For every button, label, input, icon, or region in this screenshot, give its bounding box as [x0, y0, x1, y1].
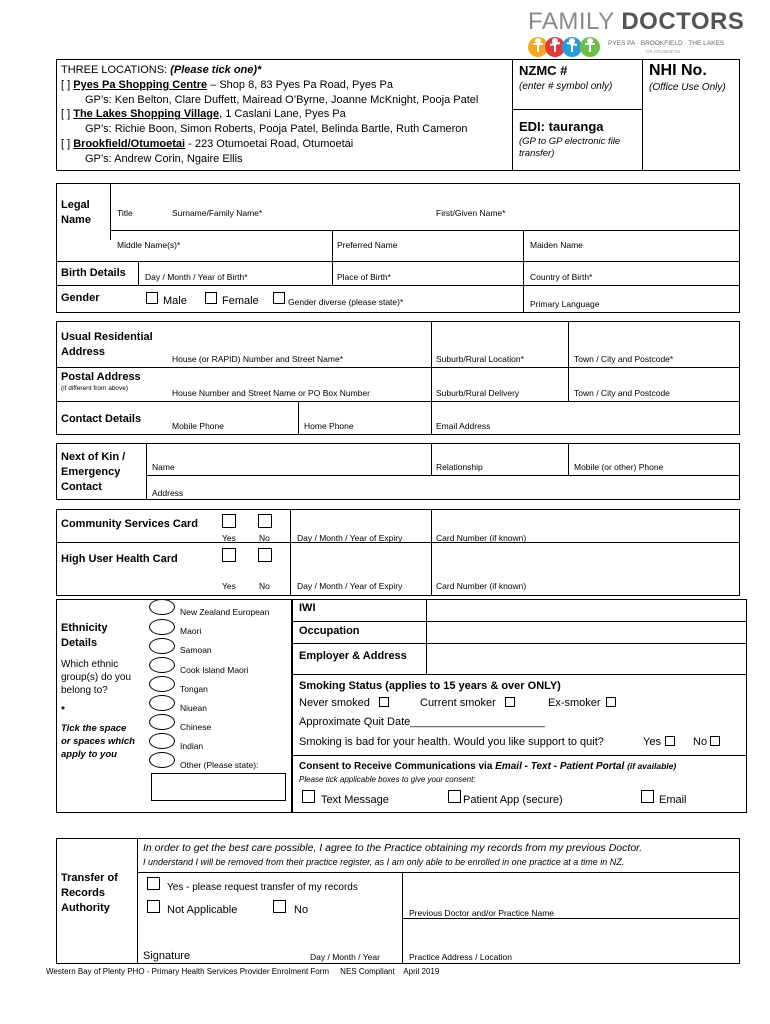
ex-smoker-label: Ex-smoker — [548, 697, 601, 709]
usual-address-label: Address — [61, 346, 106, 358]
contact-details-label: Contact Details — [61, 413, 142, 425]
quit-support-no-checkbox[interactable] — [710, 736, 720, 746]
ex-smoker-checkbox[interactable] — [606, 697, 616, 707]
nhi-title: NHI No. — [649, 62, 707, 79]
brand-name-bold: DOCTORS — [621, 8, 745, 35]
current-smoker-label: Current smoker — [420, 697, 496, 709]
ethnicity-instruction: or spaces which — [61, 736, 135, 747]
next-of-kin-label: Emergency — [61, 466, 121, 478]
ethnicity-option-tongan-radio[interactable] — [149, 676, 175, 692]
postal-house-field-label: House Number and Street Name or PO Box Number — [172, 388, 370, 398]
locations-heading: THREE LOCATIONS: (Please tick one)* — [61, 64, 262, 76]
ethnicity-option-label: Cook Island Maori — [180, 665, 249, 675]
transfer-title: Authority — [61, 902, 110, 914]
ethnicity-option-label: Indian — [180, 741, 204, 751]
ethnicity-star: * — [61, 705, 65, 716]
preferred-name-field-label: Preferred Name — [337, 240, 398, 250]
consent-note: Please tick applicable boxes to give your consent: — [299, 775, 476, 784]
location-option-the-lakes[interactable]: [ ] The Lakes Shopping Village, 1 Caslani Lane, Pyes Pa — [61, 108, 346, 120]
iwi-input[interactable] — [427, 601, 745, 620]
ethnicity-option-samoan-radio[interactable] — [149, 638, 175, 654]
location-option-pyes-pa[interactable]: [ ] Pyes Pa Shopping Centre – Shop 8, 83 Pyes Pa Road, Pyes Pa — [61, 79, 394, 91]
transfer-na-checkbox[interactable] — [147, 900, 160, 913]
ethnicity-question: group(s) do you — [61, 672, 132, 683]
title-field-label: Title — [117, 208, 133, 218]
csc-card-number-label: Card Number (if known) — [436, 533, 527, 543]
iwi-label: IWI — [299, 602, 316, 614]
form-footer: Western Bay of Plenty PHO - Primary Health Services Provider Enrolment Form NES Compliant April 2019 — [46, 967, 440, 976]
male-label: Male — [163, 295, 187, 307]
transfer-no-checkbox[interactable] — [273, 900, 286, 913]
brand-sub-tagline: OR OTUMOETAI — [646, 49, 681, 54]
ethnicity-option-other-radio[interactable] — [149, 752, 175, 768]
home-phone-field-label: Home Phone — [304, 421, 354, 431]
dob-field-label: Day / Month / Year of Birth* — [145, 272, 248, 282]
ethnicity-option-cook-island-radio[interactable] — [149, 657, 175, 673]
location-option-brookfield[interactable]: [ ] Brookfield/Otumoetai - 223 Otumoetai Road, Otumoetai — [61, 138, 354, 150]
consent-app-checkbox[interactable] — [448, 790, 461, 803]
gender-diverse-checkbox[interactable] — [273, 292, 285, 304]
consent-title: Consent to Receive Communications via Email - Text - Patient Portal (if available) — [299, 761, 677, 772]
transfer-yes-label: Yes - please request transfer of my records — [167, 882, 358, 893]
postal-suburb-field-label: Suburb/Rural Delivery — [436, 388, 520, 398]
brand-name-light: FAMILY — [528, 8, 615, 35]
ethnicity-option-label: Maori — [180, 626, 202, 636]
transfer-agreement-text: In order to get the best care possible, I agree to the Practice obtaining my records from my previous Doctor. — [143, 842, 643, 854]
ethnicity-option-label: Samoan — [180, 645, 212, 655]
location-gps: GP’s: Ken Belton, Clare Duffett, Mairead O’Byrne, Joanne McKnight, Pooja Patel — [85, 94, 479, 106]
transfer-yes-checkbox[interactable] — [147, 877, 160, 890]
address-section — [56, 321, 740, 435]
kin-address-field-label: Address — [152, 488, 184, 498]
huhc-card-number-label: Card Number (if known) — [436, 581, 527, 591]
kin-name-field-label: Name — [152, 462, 175, 472]
gender-diverse-label: Gender diverse (please state)* — [288, 297, 404, 307]
csc-no-label: No — [259, 533, 270, 543]
email-field-label: Email Address — [436, 421, 491, 431]
ethnicity-option-label: Tongan — [180, 684, 208, 694]
first-name-field-label: First/Given Name* — [436, 208, 506, 218]
ethnicity-option-indian-radio[interactable] — [149, 733, 175, 749]
pob-field-label: Place of Birth* — [337, 272, 391, 282]
quit-support-no-label: No — [693, 736, 708, 748]
consent-app-label: Patient App (secure) — [463, 794, 563, 806]
ethnicity-other-input[interactable] — [151, 773, 286, 801]
ethnicity-title: Details — [61, 637, 98, 649]
female-checkbox[interactable] — [205, 292, 217, 304]
next-of-kin-label: Next of Kin / — [61, 451, 126, 463]
transfer-title: Transfer of — [61, 872, 118, 884]
nzmc-input[interactable] — [513, 95, 641, 108]
location-gps: GP’s: Richie Boon, Simon Roberts, Pooja Patel, Belinda Bartle, Ruth Cameron — [85, 123, 468, 135]
huhc-no-label: No — [259, 581, 270, 591]
ethnicity-option-label: Other (Please state): — [180, 760, 259, 770]
first-name-input[interactable] — [434, 185, 734, 205]
huhc-yes-label: Yes — [222, 581, 236, 591]
quit-support-question: Smoking is bad for your health. Would you like support to quit? — [299, 736, 604, 748]
edi-title: EDI: tauranga — [519, 119, 604, 134]
ethnicity-option-maori-radio[interactable] — [149, 619, 175, 635]
ethnicity-instruction: apply to you — [61, 749, 117, 760]
middle-name-field-label: Middle Name(s)* — [117, 240, 181, 250]
edi-note: (GP to GP electronic file — [519, 136, 621, 147]
town-field-label: Town / City and Postcode* — [574, 354, 674, 364]
signature-label: Signature — [143, 950, 191, 962]
primary-language-label: Primary Language — [530, 299, 600, 309]
signature-input[interactable] — [139, 920, 309, 948]
location-gps: GP’s: Andrew Corin, Ngaire Ellis — [85, 153, 243, 165]
never-smoked-label: Never smoked — [299, 697, 370, 709]
maiden-name-field-label: Maiden Name — [530, 240, 583, 250]
female-label: Female — [222, 295, 259, 307]
usual-address-label: Usual Residential — [61, 331, 153, 343]
legal-name-label: Legal — [61, 199, 90, 211]
quit-support-yes-label: Yes — [643, 736, 661, 748]
postal-town-field-label: Town / City and Postcode — [574, 388, 670, 398]
nzmc-title: NZMC # — [519, 63, 568, 78]
quit-support-yes-checkbox[interactable] — [665, 736, 675, 746]
mobile-phone-field-label: Mobile Phone — [172, 421, 224, 431]
huhc-no-checkbox[interactable] — [258, 548, 272, 562]
previous-doctor-input[interactable] — [404, 874, 738, 906]
consent-text-checkbox[interactable] — [302, 790, 315, 803]
next-of-kin-label: Contact — [61, 481, 102, 493]
csc-expiry-label: Day / Month / Year of Expiry — [297, 533, 403, 543]
consent-email-label: Email — [659, 794, 687, 806]
csc-yes-label: Yes — [222, 533, 236, 543]
smoking-status-title: Smoking Status (applies to 15 years & over ONLY) — [299, 680, 561, 692]
transfer-understand-text: I understand I will be removed from their practice register, as I am only able to be enrolled in one practice at a time in NZ. — [143, 857, 625, 867]
kin-mobile-field-label: Mobile (or other) Phone — [574, 462, 664, 472]
huhc-expiry-label: Day / Month / Year of Expiry — [297, 581, 403, 591]
brand-tagline: PYES PA · BROOKFIELD · THE LAKES — [608, 40, 725, 47]
nhi-note: (Office Use Only) — [649, 82, 726, 93]
consent-email-checkbox[interactable] — [641, 790, 654, 803]
edi-note: transfer) — [519, 148, 555, 159]
previous-doctor-label: Previous Doctor and/or Practice Name — [409, 908, 555, 918]
never-smoked-checkbox[interactable] — [379, 697, 389, 707]
ethnicity-question: Which ethnic — [61, 659, 119, 670]
nhi-input[interactable] — [643, 96, 739, 170]
quit-date-field[interactable]: Approximate Quit Date______________________ — [299, 716, 545, 728]
csc-yes-checkbox[interactable] — [222, 514, 236, 528]
suburb-field-label: Suburb/Rural Location* — [436, 354, 524, 364]
employer-label: Employer & Address — [299, 650, 407, 662]
ethnicity-option-chinese-radio[interactable] — [149, 714, 175, 730]
postal-address-note: (if different from above) — [61, 385, 129, 392]
postal-address-label: Postal Address — [61, 371, 141, 383]
ethnicity-question: belong to? — [61, 685, 108, 696]
birth-details-label: Birth Details — [61, 267, 126, 279]
ethnicity-option-label: New Zealand European — [180, 607, 270, 617]
community-services-card-label: Community Services Card — [61, 518, 198, 530]
male-checkbox[interactable] — [146, 292, 158, 304]
transfer-na-label: Not Applicable — [167, 904, 238, 916]
family-figures-icon — [528, 35, 608, 59]
gender-label: Gender — [61, 292, 100, 304]
ethnicity-option-label: Niuean — [180, 703, 207, 713]
employer-input[interactable] — [427, 645, 745, 673]
practice-address-label: Practice Address / Location — [409, 952, 513, 962]
ethnicity-instruction: Tick the space — [61, 723, 127, 734]
practice-address-input[interactable] — [404, 920, 738, 950]
occupation-input[interactable] — [427, 623, 745, 642]
ethnicity-option-label: Chinese — [180, 722, 212, 732]
csc-no-checkbox[interactable] — [258, 514, 272, 528]
consent-text-label: Text Message — [321, 794, 389, 806]
surname-field-label: Surname/Family Name* — [172, 208, 263, 218]
high-user-health-card-label: High User Health Card — [61, 553, 178, 565]
occupation-label: Occupation — [299, 625, 360, 637]
brand-logo — [528, 8, 745, 58]
transfer-title: Records — [61, 887, 106, 899]
transfer-no-label: No — [294, 904, 309, 916]
house-field-label: House (or RAPID) Number and Street Name* — [172, 354, 344, 364]
nzmc-note: (enter # symbol only) — [519, 81, 613, 92]
ethnicity-option-niuean-radio[interactable] — [149, 695, 175, 711]
huhc-yes-checkbox[interactable] — [222, 548, 236, 562]
surname-input[interactable] — [170, 185, 420, 205]
ethnicity-option-nz-european-radio[interactable] — [149, 599, 175, 615]
cob-field-label: Country of Birth* — [530, 272, 593, 282]
legal-name-label: Name — [61, 214, 91, 226]
kin-relationship-field-label: Relationship — [436, 462, 483, 472]
current-smoker-checkbox[interactable] — [505, 697, 515, 707]
signature-date-label: Day / Month / Year — [310, 952, 380, 962]
ethnicity-title: Ethnicity — [61, 622, 108, 634]
title-input[interactable] — [111, 185, 161, 205]
